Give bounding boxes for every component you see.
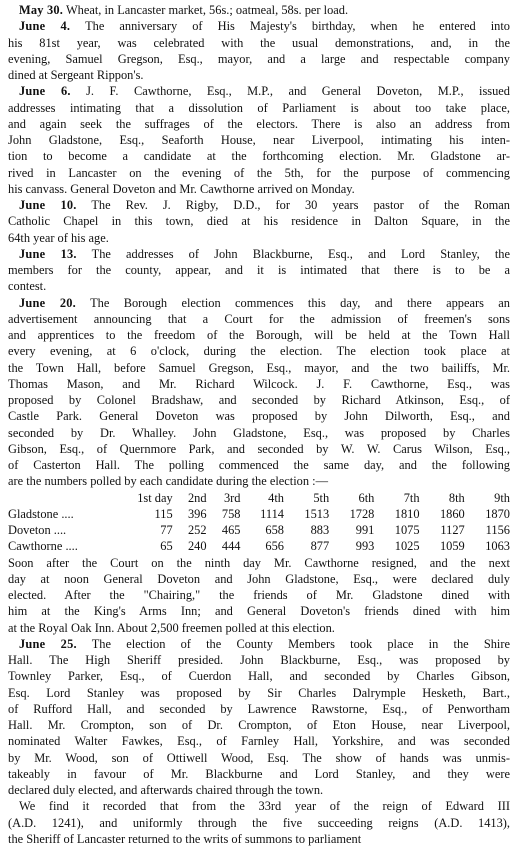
candidate-name: Doveton .... [8, 523, 67, 537]
line-text: John Gladstone, Esq., Seaforth House, near Liverpool, intimating his inten- [8, 133, 510, 147]
line-text: The addresses of John Blackburne, Esq., and Lord Stanley, the [76, 246, 510, 261]
poll-day-header: 7th [403, 490, 420, 505]
entry-date: June 6. [19, 84, 71, 99]
text-line [8, 230, 510, 246]
poll-row [8, 506, 510, 522]
text-line [8, 360, 510, 376]
entry-date: June 4. [19, 19, 71, 34]
line-text: of Casterton Hall. The polling commenced the same day, and the following [8, 458, 510, 472]
text-line [8, 51, 510, 67]
text-line: at the Royal Oak Inn. About 2,500 freemen polled at this election. [8, 620, 335, 635]
text-line: elected. After the "Chairing," the friends of Mr. Gladstone dined with [8, 588, 510, 602]
vote-count: 1870 [485, 506, 510, 521]
document-page [8, 2, 510, 847]
text-line: day at noon General Doveton and John Gladstone, Esq., were declared duly [8, 571, 510, 586]
paragraph [8, 18, 510, 83]
vote-count: 1025 [394, 539, 420, 554]
entry-date: June 20. [19, 295, 76, 310]
poll-table [8, 490, 510, 555]
line-text: dined at Sergeant Rippon's. [8, 68, 144, 82]
line-text: seconded by Dr. Whalley. John Gladstone, Esq., was proposed by Charles [8, 425, 510, 440]
text-line [8, 392, 510, 408]
text-line [8, 181, 510, 197]
line-text: every evening, at 6 o'clock, during the election. The election took place at [8, 344, 510, 359]
vote-count: 77 [160, 523, 173, 537]
text-line [8, 831, 510, 847]
chronicle-entries-continued [8, 636, 510, 847]
vote-count: 1513 [304, 506, 330, 521]
paragraph [8, 798, 510, 847]
text-line [8, 408, 510, 424]
poll-day-header: 1st day [137, 490, 173, 505]
line-text: members for the county, appear, and it is intimated that there is to be a [8, 263, 510, 277]
text-line [8, 246, 510, 262]
line-text: his 81st year, was celebrated with the usual demonstrations, and, in the [8, 35, 510, 50]
vote-count: 1059 [439, 539, 465, 554]
text-line [8, 35, 510, 51]
candidate-name: Gladstone .... [8, 506, 74, 521]
line-text: are the numbers polled by each candidate during the election :— [8, 474, 328, 489]
text-line [8, 83, 510, 99]
vote-count: 1860 [439, 506, 465, 521]
text-line [8, 652, 510, 668]
poll-day-header: 2nd [187, 490, 207, 505]
vote-count: 758 [221, 506, 241, 521]
text-line [8, 701, 510, 717]
line-text: addresses intimating that a dissolution of Parliament is about too take place, [8, 100, 510, 115]
line-text: Hall. Mr. Crompton, son of Dr. Crompton, of Eton House, near Liverpool, [8, 718, 510, 732]
vote-count: 240 [187, 539, 207, 554]
line-text: Gibson, Esq., of Quernmore Park, and seconded by W. W. Carus Wilson, Esq., [8, 441, 510, 456]
text-line [8, 425, 510, 441]
line-text: declared duly elected, and afterwards chaired through the town. [8, 783, 324, 797]
entry-date: June 25. [19, 636, 77, 651]
line-text: The Borough election commences this day, and there appears an [75, 295, 510, 310]
text-line [8, 311, 510, 327]
poll-corner-cell [8, 490, 108, 506]
line-text: rived in Lancaster on the evening of the 5th, for the purpose of commencing [8, 165, 510, 180]
line-text: nominated Walter Fawkes, Esq., of Farnley Hall, Yorkshire, and was seconded [8, 734, 510, 749]
poll-row [8, 538, 510, 554]
line-text: Catholic Chapel in this town, died at his residence in Dalton Square, in the [8, 214, 510, 229]
entry-date: May 30. [19, 3, 64, 17]
line-text: by Mr. Wood, son of Ottiwell Wood, Esq. The show of hands was unmis- [8, 750, 510, 765]
paragraph [8, 246, 510, 295]
poll-day-header: 9th [494, 490, 510, 505]
line-text: Thomas Mason, and Mr. Richard Wilcock. J. F. Cawthorne, Esq., was [8, 376, 510, 391]
text-line [8, 733, 510, 749]
text-line [8, 295, 510, 311]
line-text: The anniversary of His Majesty's birthday, when he entered into [70, 19, 510, 34]
chronicle-entries [8, 2, 510, 490]
line-text: proposed by Colonel Bradshaw, and seconded by Richard Atkinson, Esq., of [8, 393, 510, 407]
text-line [8, 116, 510, 132]
vote-count: 1810 [394, 506, 420, 521]
text-line [8, 636, 510, 652]
line-text: J. F. Cawthorne, Esq., M.P., and General Doveton, M.P., issued [70, 84, 510, 99]
vote-count: 1127 [440, 523, 465, 537]
line-text: advertisement announcing that a Court for the admission of freemen's sons [8, 311, 510, 326]
text-line [8, 327, 510, 343]
poll-day-header: 8th [448, 490, 465, 505]
text-line [8, 782, 510, 798]
text-line [8, 815, 510, 831]
text-line [8, 18, 510, 34]
vote-count: 1156 [485, 523, 510, 537]
text-line [8, 67, 510, 83]
line-text: his canvass. General Doveton and Mr. Cawthorne arrived on Monday. [8, 181, 355, 196]
poll-table-header [8, 490, 510, 506]
vote-count: 115 [154, 506, 173, 521]
vote-count: 1728 [349, 506, 375, 521]
vote-count: 396 [187, 506, 207, 521]
entry-date: June 13. [19, 246, 77, 261]
text-line [8, 668, 510, 684]
text-line [8, 213, 510, 229]
line-text: The election of the County Members took place in the Shire [76, 636, 510, 651]
line-text: 64th year of his age. [8, 230, 109, 245]
vote-count: 877 [310, 539, 330, 554]
text-line [8, 473, 510, 489]
line-text: evening, Samuel Gregson, Esq., mayor, and a large and respectable company [8, 51, 510, 66]
line-text: tion to become a candidate at the forthcoming election. Mr. Gladstone ar- [8, 149, 510, 164]
vote-count: 1075 [394, 523, 420, 537]
vote-count: 252 [187, 523, 207, 537]
text-line [8, 376, 510, 392]
paragraph [8, 295, 510, 490]
text-line [8, 457, 510, 473]
poll-row [8, 522, 510, 538]
election-result-paragraph [8, 555, 510, 636]
text-line [8, 197, 510, 213]
vote-count: 465 [221, 523, 241, 537]
line-text: (A.D. 1241), and uniformly through the five succeeding reigns (A.D. 1413), [8, 815, 510, 830]
line-text: We find it recorded that from the 33rd year of the reign of Edward III [19, 799, 510, 814]
line-text: Hall. The High Sheriff presided. John Blackburne, Esq., was proposed by [8, 653, 510, 667]
text-line [8, 132, 510, 148]
text-line [8, 148, 510, 164]
poll-day-header: 4th [268, 490, 284, 505]
vote-count: 658 [265, 523, 284, 537]
line-text: and apprentices to the freedom of the Borough, will be held at the Town Hall [8, 328, 510, 342]
text-line [8, 100, 510, 116]
text-line [8, 750, 510, 766]
text-line [8, 798, 510, 814]
vote-count: 656 [265, 539, 284, 554]
entry-date: June 10. [19, 198, 77, 212]
paragraph [8, 2, 510, 18]
text-line [8, 278, 510, 294]
vote-count: 444 [221, 539, 241, 554]
vote-count: 883 [310, 523, 330, 537]
line-text: and again seek the suffrages of the electors. There is also an address from [8, 116, 510, 131]
line-text: the Town Hall, before Samuel Gregson, Esq., mayor, and the two bailiffs, Mr. [8, 360, 510, 375]
poll-day-header: 5th [313, 490, 330, 505]
line-text: takeably in favour of Mr. Blackburne and Lord Stanley, and they were [8, 766, 510, 781]
vote-count: 991 [355, 523, 375, 537]
candidate-name: Cawthorne .... [8, 539, 78, 554]
line-text: Wheat, in Lancaster market, 56s.; oatmeal, 58s. per load. [63, 3, 349, 17]
line-text: the Sheriff of Lancaster returned to the writs of summons to parliament [8, 831, 362, 846]
text-line [8, 717, 510, 733]
vote-count: 1063 [485, 539, 510, 554]
line-text: of Rufford Hall, and seconded by Lawrence Rawstorne, Esq., of Penwortham [8, 701, 510, 716]
line-text: Esq. Lord Stanley was proposed by Sir Charles Dalrymple Hesketh, Bart., [8, 685, 510, 700]
text-line [8, 685, 510, 701]
text-line: him at the King's Arms Inn; and General Doveton's friends dined with him [8, 604, 510, 619]
line-text: Castle Park. General Doveton was proposed by John Dilworth, Esq., and [8, 409, 510, 424]
line-text: Townley Parker, Esq., of Cuerdon Hall, and seconded by Charles Gibson, [8, 669, 510, 684]
vote-count: 65 [160, 539, 173, 554]
text-line [8, 2, 510, 18]
vote-count: 1114 [260, 506, 284, 521]
text-line: Soon after the Court on the ninth day Mr. Cawthorne resigned, and the next [8, 555, 510, 570]
paragraph [8, 197, 510, 246]
line-text: contest. [8, 279, 47, 294]
vote-count: 993 [355, 539, 375, 554]
text-line [8, 262, 510, 278]
text-line [8, 165, 510, 181]
paragraph [8, 83, 510, 197]
poll-day-header: 6th [358, 490, 375, 505]
text-line [8, 441, 510, 457]
line-text: The Rev. J. Rigby, D.D., for 30 years pastor of the Roman [76, 198, 510, 212]
text-line [8, 343, 510, 359]
poll-day-header: 3rd [223, 490, 241, 505]
